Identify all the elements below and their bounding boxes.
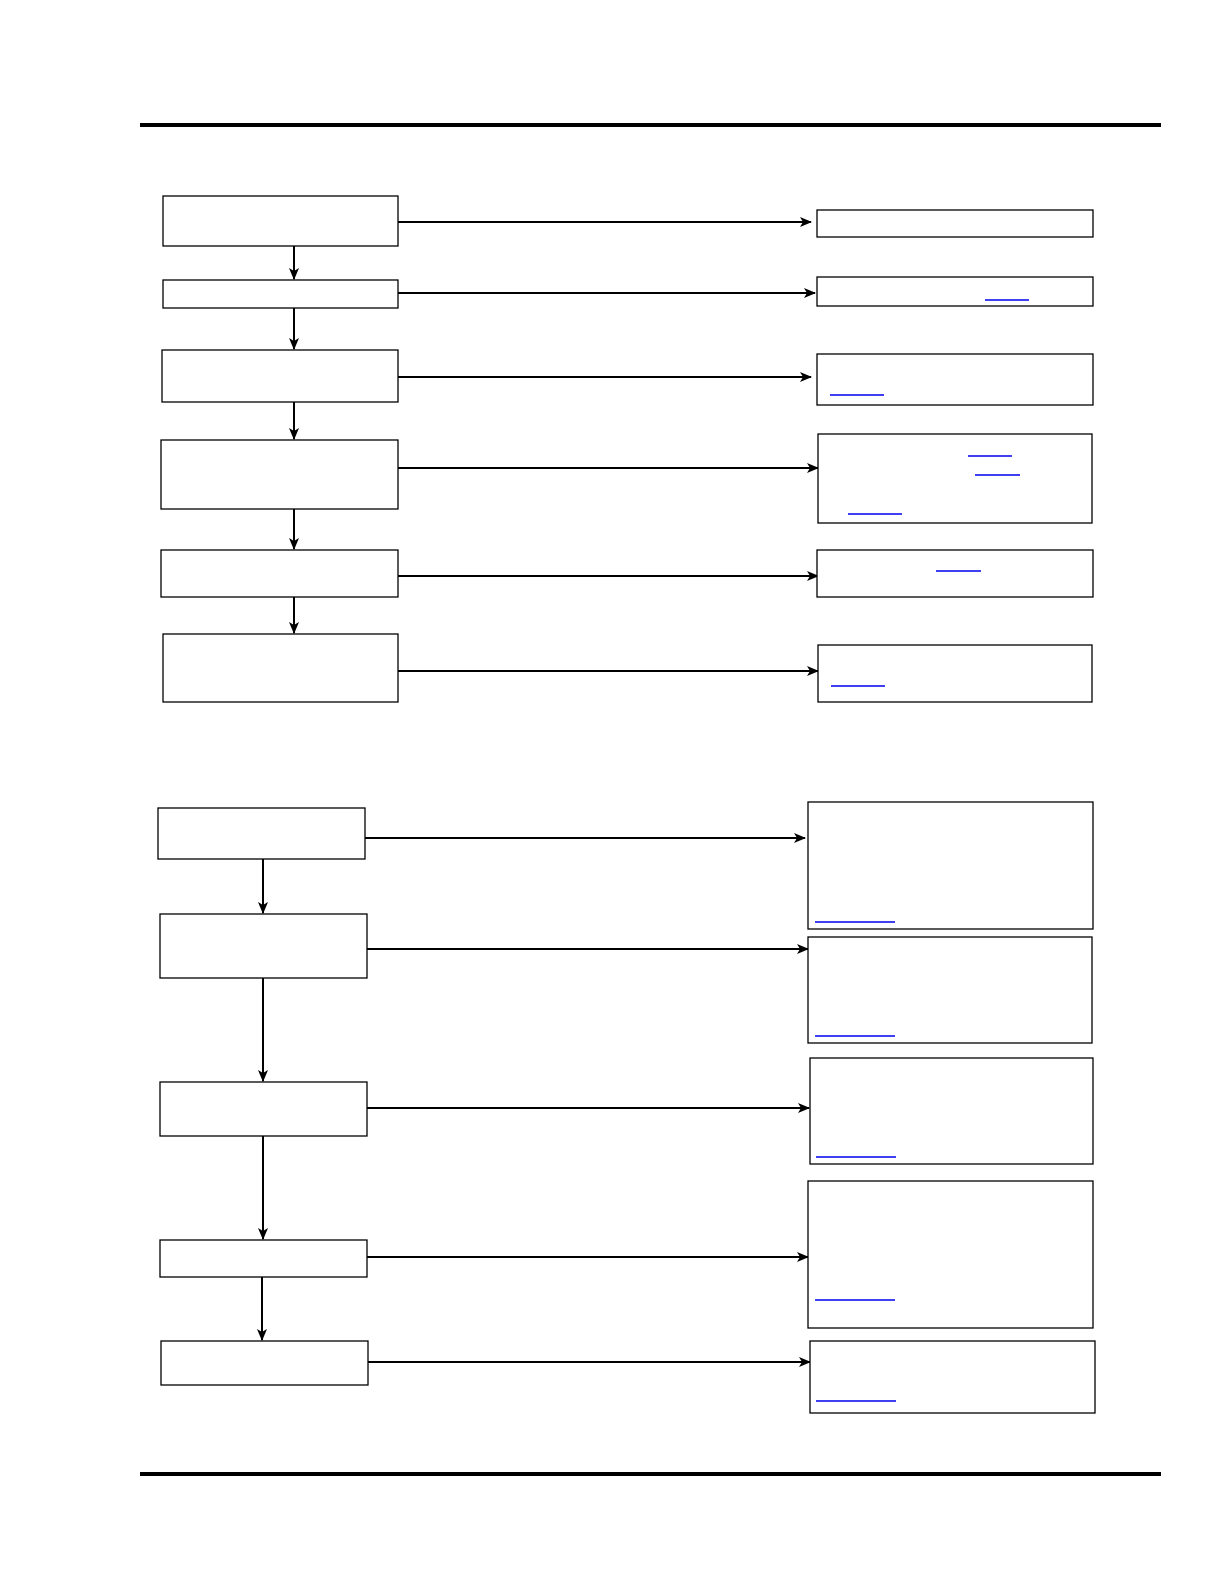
lower-outcome-box-2 [808,937,1092,1043]
lower-step-box-4 [160,1240,367,1277]
upper-step-box-4 [161,440,398,509]
upper-step-box-1 [163,196,398,246]
upper-step-box-5 [161,550,398,597]
upper-flowchart [161,196,1093,702]
lower-outcome-box-1 [808,802,1093,929]
upper-step-box-2 [163,280,398,308]
upper-step-box-3 [162,350,398,402]
lower-step-box-2 [160,914,367,978]
upper-outcome-box-6 [818,645,1092,702]
lower-step-box-1 [158,808,365,859]
lower-outcome-box-5 [810,1341,1095,1413]
lower-step-box-5 [161,1341,368,1385]
upper-outcome-box-1 [817,210,1093,237]
upper-outcome-box-5 [817,550,1093,597]
upper-outcome-box-4 [818,434,1092,523]
lower-outcome-box-3 [810,1058,1093,1164]
upper-outcome-box-2 [817,277,1093,306]
lower-outcome-box-4 [808,1181,1093,1328]
upper-outcome-box-3 [817,354,1093,405]
upper-step-box-6 [163,634,398,702]
lower-step-box-3 [160,1082,367,1136]
lower-flowchart [158,802,1095,1413]
